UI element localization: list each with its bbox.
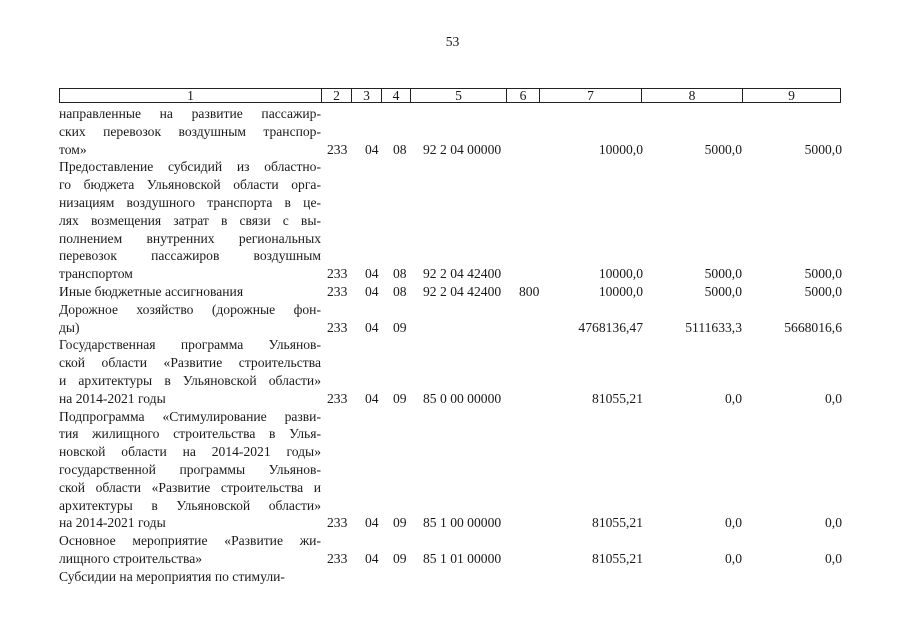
table-row <box>59 336 849 407</box>
header-col-9: 9 <box>788 88 795 103</box>
value-col-9: 5000,0 <box>804 141 842 157</box>
subsection-code: 09 <box>393 515 407 531</box>
subsection-code: 08 <box>393 283 407 299</box>
row-values <box>59 390 849 408</box>
value-col-7: 81055,21 <box>592 390 643 406</box>
row-values <box>59 550 849 568</box>
subsection-code: 09 <box>393 390 407 406</box>
value-col-7: 10000,0 <box>598 283 643 299</box>
target-article-code: 92 2 04 42400 <box>423 266 502 282</box>
value-col-7: 4768136,47 <box>578 319 643 335</box>
row-values <box>59 319 849 337</box>
target-article-code: 92 2 04 42400 <box>423 283 502 299</box>
section-code: 04 <box>365 550 379 566</box>
subsection-code: 09 <box>393 550 407 566</box>
description-line: том» <box>59 141 87 157</box>
description-line: тия жилищного строительства в Улья- <box>59 426 321 442</box>
table-header <box>59 88 841 103</box>
section-code: 04 <box>365 283 379 299</box>
value-col-8: 0,0 <box>725 550 742 566</box>
description-line: Субсидии на мероприятия по стимули- <box>59 568 285 584</box>
row-values <box>59 141 849 159</box>
description-line: полнением внутренних региональных <box>59 230 321 246</box>
value-col-9: 5000,0 <box>804 283 842 299</box>
description-line: ской области «Развитие строительства и <box>59 479 321 495</box>
section-code: 04 <box>365 390 379 406</box>
value-col-7: 10000,0 <box>598 141 643 157</box>
table-row <box>59 408 849 533</box>
description-line: ской области «Развитие строительства <box>59 355 321 371</box>
description-line: на 2014-2021 годы <box>59 390 166 406</box>
value-col-9: 0,0 <box>825 550 842 566</box>
table-row <box>59 158 849 283</box>
description-line: лях возмещения затрат в связи с вы- <box>59 212 321 228</box>
admin-code: 233 <box>327 141 348 157</box>
value-col-8: 5000,0 <box>704 283 742 299</box>
value-col-8: 0,0 <box>725 390 742 406</box>
header-col-8: 8 <box>642 89 743 102</box>
description-line: архитектуры в Ульяновской области» <box>59 497 321 513</box>
table-row <box>59 105 849 158</box>
subsection-code: 08 <box>393 141 407 157</box>
description-line: направленные на развитие пассажир- <box>59 106 321 121</box>
description-line: перевозок пассажиров воздушным <box>59 248 321 264</box>
header-col-5: 5 <box>411 89 507 102</box>
description-line: государственной программы Ульянов- <box>59 461 321 477</box>
description-line: низациям воздушного транспорта в це- <box>59 194 321 210</box>
value-col-7: 81055,21 <box>592 550 643 566</box>
subsection-code: 08 <box>393 266 407 282</box>
value-col-9: 5668016,6 <box>784 319 842 335</box>
description-line: го бюджета Ульяновской области орга- <box>59 177 321 193</box>
admin-code: 233 <box>327 319 348 335</box>
table-row <box>59 568 849 586</box>
header-col-3: 3 <box>352 89 382 102</box>
table-row <box>59 301 849 337</box>
row-values <box>59 514 849 532</box>
table-body <box>59 105 849 586</box>
subsection-code: 09 <box>393 319 407 335</box>
section-code: 04 <box>365 266 379 282</box>
description-line: Основное мероприятие «Развитие жи- <box>59 533 321 549</box>
header-col-6: 6 <box>507 89 540 102</box>
description-line: и архитектуры в Ульяновской области» <box>59 372 321 388</box>
description-line: ских перевозок воздушным транспор- <box>59 123 321 139</box>
section-code: 04 <box>365 319 379 335</box>
description-line: Государственная программа Ульянов- <box>59 337 321 353</box>
expense-type-code: 800 <box>519 283 540 299</box>
admin-code: 233 <box>327 550 348 566</box>
description-line: лищного строительства» <box>59 550 203 566</box>
header-col-7: 7 <box>540 89 642 102</box>
description-line: на 2014-2021 годы <box>59 515 166 531</box>
value-col-8: 5000,0 <box>704 141 742 157</box>
header-col-4: 4 <box>382 89 411 102</box>
row-values <box>59 283 849 301</box>
admin-code: 233 <box>327 283 348 299</box>
value-col-8: 5000,0 <box>704 266 742 282</box>
section-code: 04 <box>365 515 379 531</box>
admin-code: 233 <box>327 515 348 531</box>
header-col-2: 2 <box>322 89 352 102</box>
value-col-7: 10000,0 <box>598 266 643 282</box>
target-article-code: 85 1 00 00000 <box>423 515 502 531</box>
description-line: Подпрограмма «Стимулирование разви- <box>59 408 321 424</box>
header-col-1: 1 <box>60 89 322 102</box>
description-line: новской области на 2014-2021 годы» <box>59 444 321 460</box>
target-article-code: 92 2 04 00000 <box>423 141 502 157</box>
description-line: ды) <box>59 319 80 335</box>
value-col-8: 0,0 <box>725 515 742 531</box>
table-row <box>59 283 849 301</box>
description-line: транспортом <box>59 266 133 282</box>
value-col-9: 5000,0 <box>804 266 842 282</box>
value-col-8: 5111633,3 <box>685 319 742 335</box>
value-col-9: 0,0 <box>825 515 842 531</box>
target-article-code: 85 1 01 00000 <box>423 550 502 566</box>
value-col-9: 0,0 <box>825 390 842 406</box>
section-code: 04 <box>365 141 379 157</box>
admin-code: 233 <box>327 266 348 282</box>
admin-code: 233 <box>327 390 348 406</box>
description-line: Предоставление субсидий из областно- <box>59 159 321 175</box>
target-article-code: 85 0 00 00000 <box>423 390 502 406</box>
description-line: Иные бюджетные ассигнования <box>59 283 244 299</box>
row-values <box>59 568 849 586</box>
description-line: Дорожное хозяйство (дорожные фон- <box>59 301 321 317</box>
row-values <box>59 265 849 283</box>
table-row <box>59 532 849 568</box>
page-number: 53 <box>445 34 460 49</box>
value-col-7: 81055,21 <box>592 515 643 531</box>
